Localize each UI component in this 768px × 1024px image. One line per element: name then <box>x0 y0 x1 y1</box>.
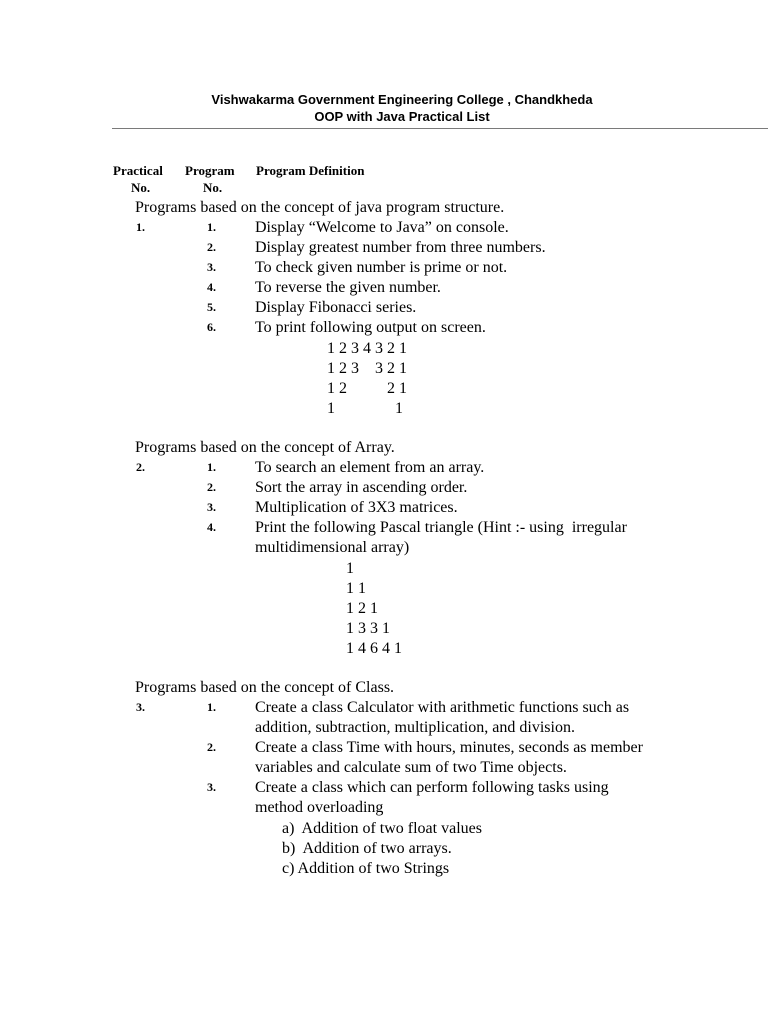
pascal-triangle-row: 1 <box>346 560 354 577</box>
program-number: 3. <box>207 260 216 274</box>
program-number: 5. <box>207 300 216 314</box>
program-definition: Multiplication of 3X3 matrices. <box>255 499 458 516</box>
column-program-definition: Program Definition <box>256 163 365 178</box>
program-definition-continued: addition, subtraction, multiplication, and division. <box>255 719 575 736</box>
program-definition: Display “Welcome to Java” on console. <box>255 219 509 236</box>
program-definition: Create a class which can perform following tasks using <box>255 779 609 796</box>
column-practical-no-2: No. <box>131 180 151 195</box>
program-definition-continued: variables and calculate sum of two Time objects. <box>255 759 567 776</box>
program-number: 4. <box>207 280 216 294</box>
program-number: 2. <box>207 740 216 754</box>
sub-task-item: a) Addition of two float values <box>282 820 482 837</box>
program-definition: Display Fibonacci series. <box>255 299 417 316</box>
practical-number: 2. <box>136 460 145 474</box>
section-heading: Programs based on the concept of java program structure. <box>135 199 505 216</box>
practical-number: 1. <box>136 220 145 234</box>
output-pattern-line: 1 2 3 3 2 1 <box>327 360 407 377</box>
program-number: 3. <box>207 780 216 794</box>
pascal-triangle-row: 1 2 1 <box>346 600 378 617</box>
program-number: 2. <box>207 240 216 254</box>
column-program-no-2: No. <box>203 180 223 195</box>
pascal-triangle-row: 1 3 3 1 <box>346 620 390 637</box>
program-number: 1. <box>207 460 216 474</box>
program-number: 2. <box>207 480 216 494</box>
document-title: OOP with Java Practical List <box>314 109 490 124</box>
program-number: 3. <box>207 500 216 514</box>
program-definition: Create a class Calculator with arithmetic functions such as <box>255 699 630 716</box>
output-pattern-line: 1 2 3 4 3 2 1 <box>327 340 407 357</box>
program-definition: To print following output on screen. <box>255 319 486 336</box>
program-number: 4. <box>207 520 216 534</box>
program-number: 1. <box>207 700 216 714</box>
header-divider <box>112 128 768 129</box>
pascal-triangle-row: 1 1 <box>346 580 366 597</box>
program-definition: Print the following Pascal triangle (Hint :- using irregular <box>255 519 627 536</box>
program-number: 6. <box>207 320 216 334</box>
output-pattern-line: 1 1 <box>327 400 403 417</box>
practical-number: 3. <box>136 700 145 714</box>
program-definition: Display greatest number from three numbers. <box>255 239 546 256</box>
program-definition: To search an element from an array. <box>255 459 485 476</box>
column-practical-no: Practical <box>113 163 163 178</box>
column-program-no: Program <box>185 163 235 178</box>
sub-task-item: c) Addition of two Strings <box>282 860 450 877</box>
section-heading: Programs based on the concept of Class. <box>135 679 395 696</box>
section-heading: Programs based on the concept of Array. <box>135 439 395 456</box>
program-definition: To reverse the given number. <box>255 279 441 296</box>
output-pattern-line: 1 2 2 1 <box>327 380 407 397</box>
college-name: Vishwakarma Government Engineering College , Chandkheda <box>211 92 593 107</box>
program-definition-continued: multidimensional array) <box>255 539 410 556</box>
pascal-triangle-row: 1 4 6 4 1 <box>346 640 402 657</box>
sub-task-item: b) Addition of two arrays. <box>282 840 452 857</box>
program-definition: Sort the array in ascending order. <box>255 479 468 496</box>
program-definition: Create a class Time with hours, minutes, seconds as member <box>255 739 643 756</box>
program-definition: To check given number is prime or not. <box>255 259 508 276</box>
program-number: 1. <box>207 220 216 234</box>
program-definition-continued: method overloading <box>255 799 384 816</box>
